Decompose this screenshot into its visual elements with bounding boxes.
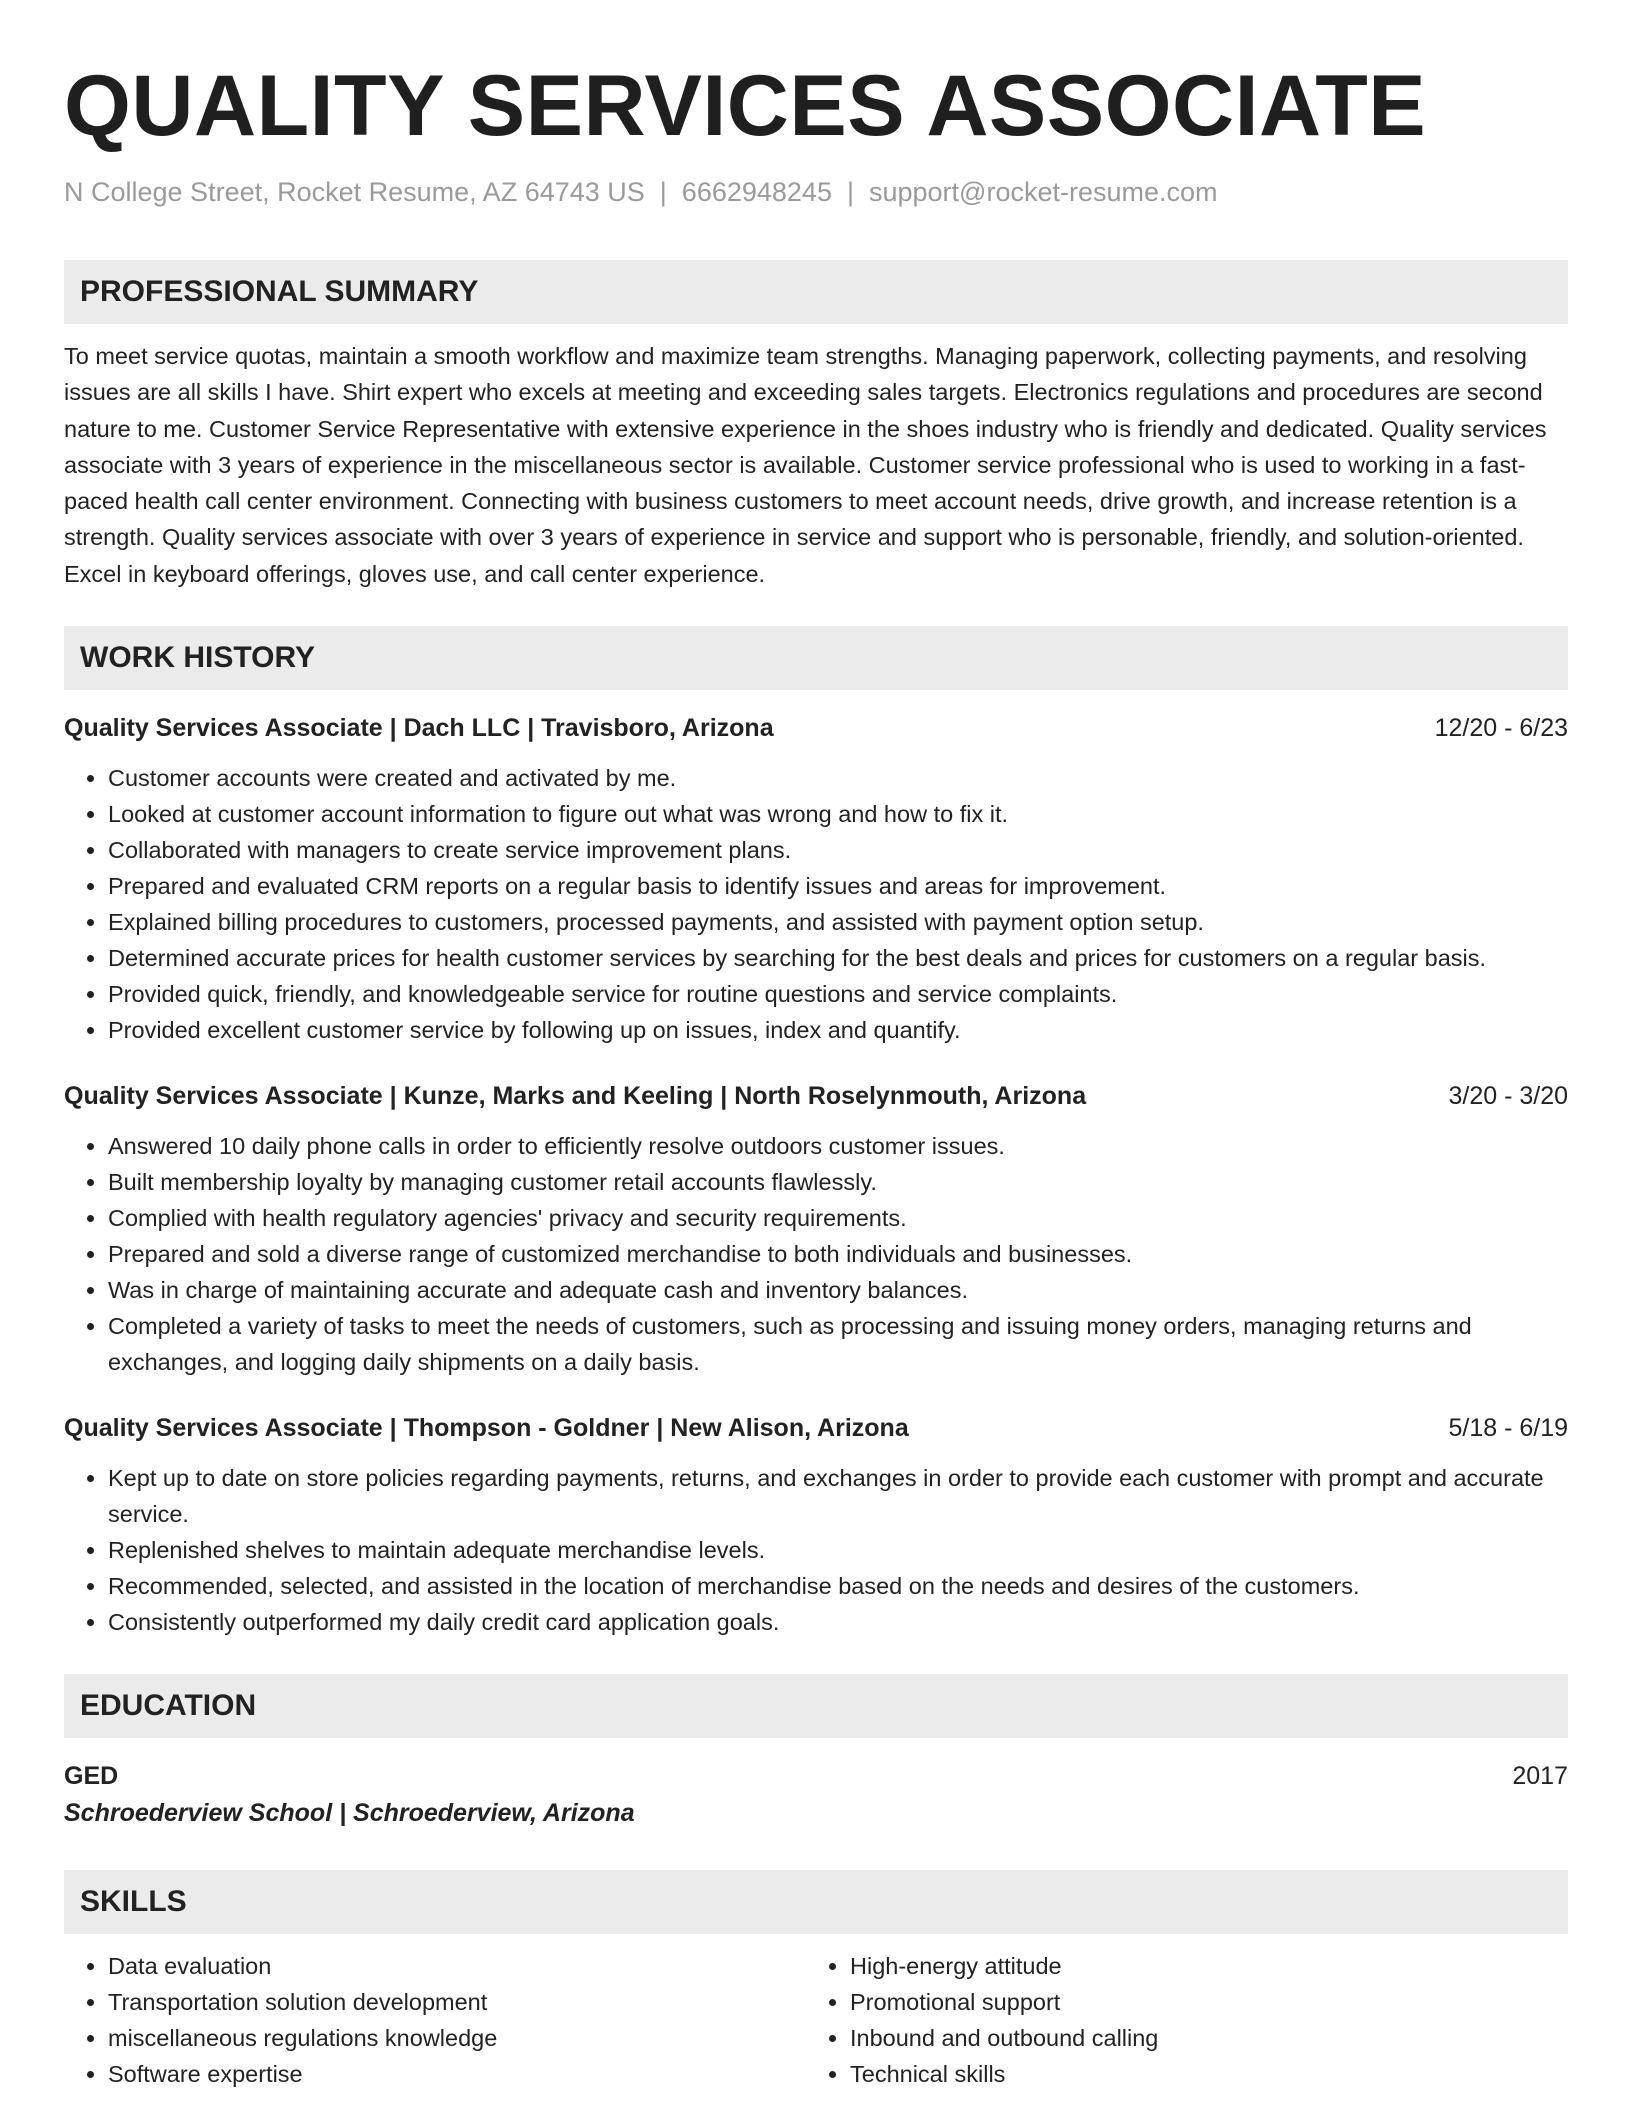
job-bullet: • Consistently outperformed my daily credit card application goals. [108,1604,1568,1640]
skills-list [64,1948,1568,2092]
job-entry [64,1078,1568,1380]
skill-item: • miscellaneous regulations knowledge [108,2020,806,2056]
resume-name: QUALITY SERVICES ASSOCIATE [64,58,1427,154]
job-title: Quality Services Associate | Dach LLC | Travisboro, Arizona [64,714,774,743]
contact-separator: | [846,177,854,207]
education-school: Schroederview School | Schroederview, Arizona [64,1799,635,1828]
job-bullet: • Recommended, selected, and assisted in the location of merchandise based on the needs and desires of the customers. [108,1568,1568,1604]
skill-item: • Software expertise [108,2056,806,2092]
job-bullet: • Completed a variety of tasks to meet the needs of customers, such as processing and issuing money orders, managing returns and exchanges, and logging daily shipments on a daily basis. [108,1308,1568,1380]
skill-item: • High-energy attitude [850,1948,1548,1984]
job-bullet: • Collaborated with managers to create service improvement plans. [108,832,1568,868]
job-bullet: • Answered 10 daily phone calls in order to efficiently resolve outdoors customer issues. [108,1128,1568,1164]
section-header-work-history: WORK HISTORY [64,626,1568,690]
section-header-education: EDUCATION [64,1674,1568,1738]
section-header-skills: SKILLS [64,1870,1568,1934]
contact-email: support@rocket-resume.com [868,177,1218,207]
job-bullet: • Prepared and sold a diverse range of customized merchandise to both individuals and businesses. [108,1236,1568,1272]
job-bullet: • Customer accounts were created and activated by me. [108,760,1568,796]
contact-phone: 6662948245 [681,177,832,207]
job-title: Quality Services Associate | Kunze, Marks and Keeling | North Roselynmouth, Arizona [64,1082,1087,1111]
job-bullet: • Complied with health regulatory agencies' privacy and security requirements. [108,1200,1568,1236]
job-entry [64,1410,1568,1640]
education-year: 2017 [1512,1762,1568,1791]
job-bullets [64,1128,1568,1380]
job-title: Quality Services Associate | Thompson - Goldner | New Alison, Arizona [64,1414,909,1443]
job-bullet: • Determined accurate prices for health customer services by searching for the best deals and prices for customers on a regular basis. [108,940,1568,976]
job-dates: 5/18 - 6/19 [1448,1414,1568,1443]
job-bullet: • Kept up to date on store policies regarding payments, returns, and exchanges in order to provide each customer with prompt and accurate service. [108,1460,1568,1532]
education-header [64,1758,1568,1794]
job-bullet: • Provided excellent customer service by following up on issues, index and quantify. [108,1012,1568,1048]
job-bullet: • Provided quick, friendly, and knowledgeable service for routine questions and service complaints. [108,976,1568,1012]
job-bullet: • Looked at customer account information to figure out what was wrong and how to fix it. [108,796,1568,832]
education-degree: GED [64,1762,119,1791]
skill-item: • Transportation solution development [108,1984,806,2020]
section-header-summary: PROFESSIONAL SUMMARY [64,260,1568,324]
job-bullet: • Prepared and evaluated CRM reports on a regular basis to identify issues and areas for improvement. [108,868,1568,904]
skill-item: • Promotional support [850,1984,1548,2020]
summary-text: To meet service quotas, maintain a smooth workflow and maximize team strengths. Managing paperwork, collecting payments, and resolving issues are all skills I have. Shirt expert who excels at meeting and exceeding sales targets. Electronics regulations and procedures are second nature to me. Customer Service Representative with extensive experience in the shoes industry who is friendly and dedicated. Quality services associate with 3 years of experience in the miscellaneous sector is available. Customer service professional who is used to working in a fast-paced health call center environment. Connecting with business customers to meet account needs, drive growth, and increase retention is a strength. Quality services associate with over 3 years of experience in service and support who is personable, friendly, and solution-oriented. Excel in keyboard offerings, gloves use, and call center experience. [64,343,1547,587]
job-bullet: • Explained billing procedures to customers, processed payments, and assisted with payment option setup. [108,904,1568,940]
job-header [64,1078,1568,1114]
job-entry [64,710,1568,1048]
job-bullet: • Was in charge of maintaining accurate and adequate cash and inventory balances. [108,1272,1568,1308]
job-bullets [64,760,1568,1048]
contact-separator: | [659,177,667,207]
contact-line [64,174,1568,210]
skill-item: • Data evaluation [108,1948,806,1984]
job-dates: 3/20 - 3/20 [1448,1082,1568,1111]
job-header [64,710,1568,746]
skill-item: • Technical skills [850,2056,1548,2092]
job-header [64,1410,1568,1446]
job-bullets [64,1460,1568,1640]
skills-column-left [64,1948,806,2092]
contact-address: N College Street, Rocket Resume, AZ 64743 US [64,177,645,207]
skills-column-right [806,1948,1548,2092]
job-dates: 12/20 - 6/23 [1434,714,1568,743]
job-bullet: • Replenished shelves to maintain adequate merchandise levels. [108,1532,1568,1568]
job-bullet: • Built membership loyalty by managing customer retail accounts flawlessly. [108,1164,1568,1200]
skill-item: • Inbound and outbound calling [850,2020,1548,2056]
